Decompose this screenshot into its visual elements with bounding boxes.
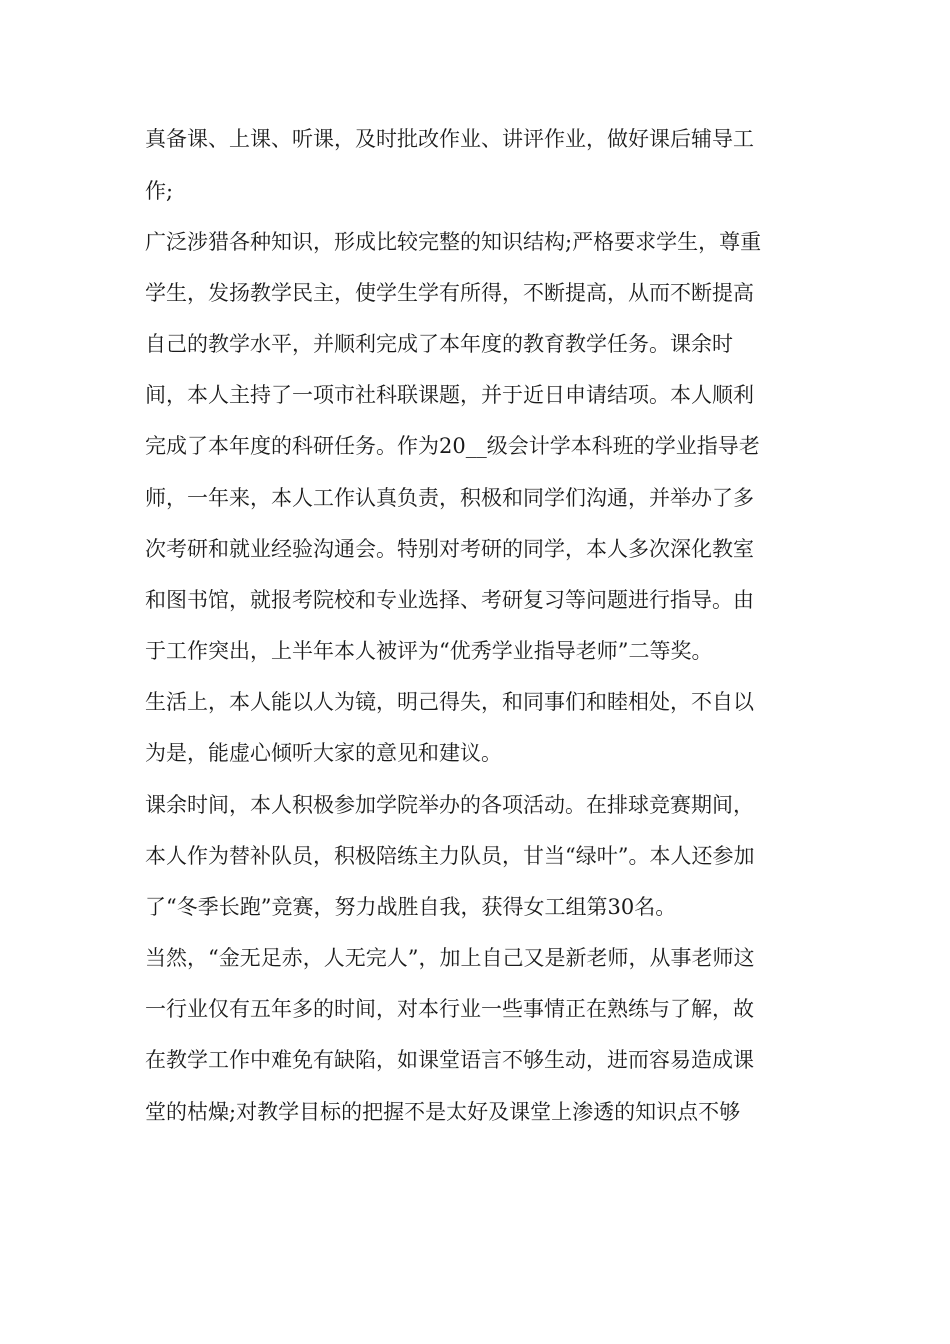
text-line: 了“冬季长跑”竞赛，努力战胜自我，获得女工组第30名。 — [145, 895, 677, 919]
text-line: 完成了本年度的科研任务。作为20__级会计学本科班的学业指导老 — [145, 434, 760, 458]
text-line: 堂的枯燥;对教学目标的把握不是太好及课堂上渗透的知识点不够 — [145, 1100, 741, 1124]
text-line: 课余时间，本人积极参加学院举办的各项活动。在排球竞赛期间， — [145, 793, 754, 817]
text-line: 学生，发扬教学民主，使学生学有所得，不断提高，从而不断提高 — [145, 281, 754, 305]
text-line: 当然，“金无足赤，人无完人”，加上自己又是新老师，从事老师这 — [145, 946, 755, 970]
text-line: 间，本人主持了一项市社科联课题，并于近日申请结项。本人顺利 — [145, 383, 754, 407]
text-line: 广泛涉猎各种知识，形成比较完整的知识结构;严格要求学生，尊重 — [145, 230, 762, 254]
text-line: 于工作突出，上半年本人被评为“优秀学业指导老师”二等奖。 — [145, 639, 713, 663]
text-line: 和图书馆，就报考院校和专业选择、考研复习等问题进行指导。由 — [145, 588, 754, 612]
text-line: 本人作为替补队员，积极陪练主力队员，甘当“绿叶”。本人还参加 — [145, 844, 755, 868]
text-line: 在教学工作中难免有缺陷，如课堂语言不够生动，进而容易造成课 — [145, 1048, 754, 1072]
text-line: 为是，能虚心倾听大家的意见和建议。 — [145, 741, 502, 765]
text-line: 师，一年来，本人工作认真负责，积极和同学们沟通，并举办了多 — [145, 486, 754, 510]
text-line: 自己的教学水平，并顺利完成了本年度的教育教学任务。课余时 — [145, 332, 733, 356]
text-line: 真备课、上课、听课，及时批改作业、讲评作业，做好课后辅导工 — [145, 127, 754, 151]
text-line: 作; — [145, 179, 174, 203]
text-line: 一行业仅有五年多的时间，对本行业一些事情正在熟练与了解，故 — [145, 997, 754, 1021]
text-line: 次考研和就业经验沟通会。特别对考研的同学，本人多次深化教室 — [145, 537, 754, 561]
text-line: 生活上，本人能以人为镜，明己得失，和同事们和睦相处，不自以 — [145, 690, 754, 714]
